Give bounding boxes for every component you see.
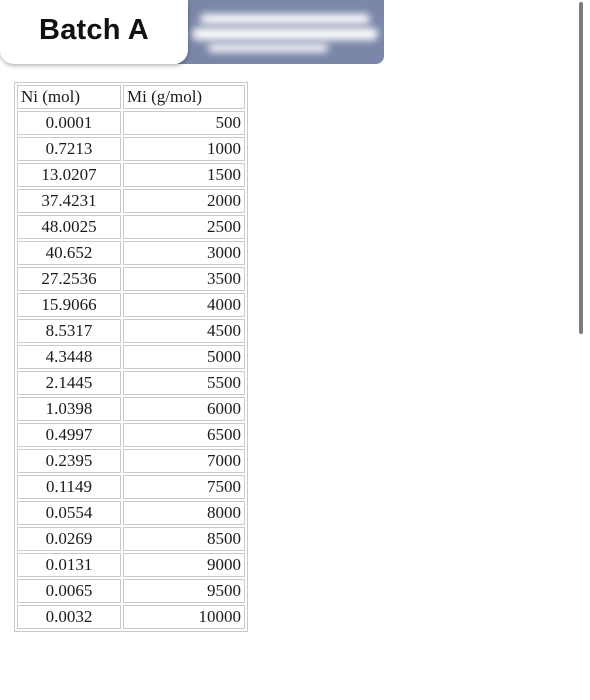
ni-cell: 0.1149 <box>17 475 121 499</box>
table-row <box>17 423 245 447</box>
ni-cell: 15.9066 <box>17 293 121 317</box>
table-row <box>17 163 245 187</box>
ni-cell: 0.4997 <box>17 423 121 447</box>
column-header-ni: Ni (mol) <box>17 85 121 109</box>
table-row <box>17 371 245 395</box>
ni-cell: 2.1445 <box>17 371 121 395</box>
table-row <box>17 215 245 239</box>
mi-cell: 6500 <box>123 423 245 447</box>
mi-cell: 8500 <box>123 527 245 551</box>
table-header-row <box>17 85 245 109</box>
table-row <box>17 397 245 421</box>
ni-cell: 0.0032 <box>17 605 121 629</box>
table-row <box>17 189 245 213</box>
column-header-mi: Mi (g/mol) <box>123 85 245 109</box>
table-row <box>17 345 245 369</box>
ni-cell: 0.0131 <box>17 553 121 577</box>
table-row <box>17 475 245 499</box>
redaction-mark <box>200 14 370 24</box>
table-row <box>17 241 245 265</box>
ni-cell: 0.0269 <box>17 527 121 551</box>
table-row <box>17 293 245 317</box>
redacted-tab[interactable] <box>178 0 384 64</box>
table-body <box>17 111 245 629</box>
batch-data-table <box>14 82 248 632</box>
mi-cell: 4500 <box>123 319 245 343</box>
mi-cell: 9000 <box>123 553 245 577</box>
ni-cell: 0.0554 <box>17 501 121 525</box>
ni-cell: 0.0065 <box>17 579 121 603</box>
vertical-scrollbar[interactable] <box>579 2 583 334</box>
ni-cell: 40.652 <box>17 241 121 265</box>
mi-cell: 3500 <box>123 267 245 291</box>
ni-cell: 0.2395 <box>17 449 121 473</box>
redaction-mark <box>208 44 328 52</box>
table-row <box>17 137 245 161</box>
mi-cell: 5500 <box>123 371 245 395</box>
ni-cell: 8.5317 <box>17 319 121 343</box>
ni-cell: 0.0001 <box>17 111 121 135</box>
ni-cell: 37.4231 <box>17 189 121 213</box>
table-row <box>17 553 245 577</box>
mi-cell: 1500 <box>123 163 245 187</box>
mi-cell: 6000 <box>123 397 245 421</box>
redaction-mark <box>192 28 378 40</box>
mi-cell: 7500 <box>123 475 245 499</box>
batch-title-card[interactable] <box>0 0 188 64</box>
table-row <box>17 111 245 135</box>
mi-cell: 8000 <box>123 501 245 525</box>
page-title: Batch A <box>39 13 149 46</box>
table-row <box>17 449 245 473</box>
mi-cell: 10000 <box>123 605 245 629</box>
table-row <box>17 267 245 291</box>
table-row <box>17 319 245 343</box>
mi-cell: 3000 <box>123 241 245 265</box>
mi-cell: 4000 <box>123 293 245 317</box>
table-row <box>17 501 245 525</box>
mi-cell: 2000 <box>123 189 245 213</box>
mi-cell: 7000 <box>123 449 245 473</box>
ni-cell: 27.2536 <box>17 267 121 291</box>
mi-cell: 500 <box>123 111 245 135</box>
ni-cell: 1.0398 <box>17 397 121 421</box>
mi-cell: 1000 <box>123 137 245 161</box>
table-row <box>17 579 245 603</box>
mi-cell: 2500 <box>123 215 245 239</box>
mi-cell: 5000 <box>123 345 245 369</box>
table-row <box>17 605 245 629</box>
ni-cell: 0.7213 <box>17 137 121 161</box>
ni-cell: 13.0207 <box>17 163 121 187</box>
mi-cell: 9500 <box>123 579 245 603</box>
ni-cell: 4.3448 <box>17 345 121 369</box>
ni-cell: 48.0025 <box>17 215 121 239</box>
table-row <box>17 527 245 551</box>
